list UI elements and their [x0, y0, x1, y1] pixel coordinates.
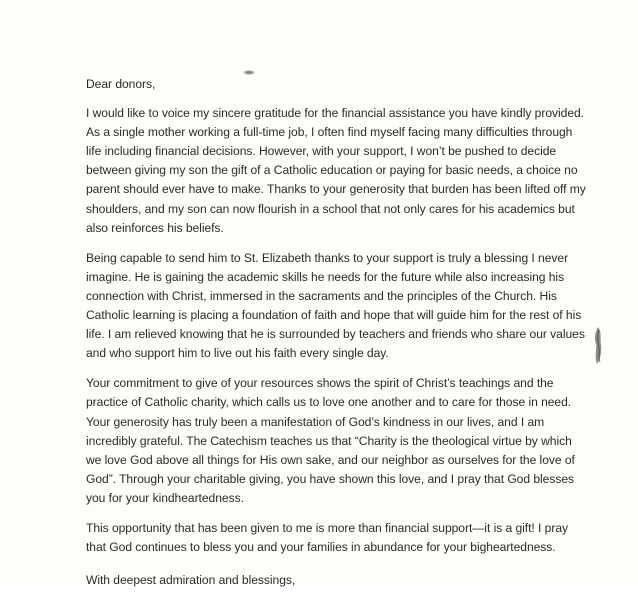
letter-paragraph-3: Your commitment to give of your resources shows the spirit of Christ’s teachings and the practice of Catholic charity, which calls us to love one another and to care for those in need. Your generosity has truly been a manifestation of God’s kindness in our lives, and I am incredibly grateful. The Catechism teaches us that “Charity is the theological virtue by which we love God above all things for His own sake, and our neighbor as ourselves for the love of God”. Through your charitable giving, you have shown this love, and I pray that God blesses you for your kindheartedness. [86, 376, 575, 505]
letter-paragraph-2: Being capable to send him to St. Elizabeth thanks to your support is truly a blessing I never imagine. He is gaining the academic skills he needs for the future while also increasing his connection with Christ, immersed in the sacraments and the principles of the Church. His Catholic learning is placing a foundation of faith and hope that will guide him for the rest of his life. I am relieved knowing that he is surrounded by teachers and friends who share our values and who support him to live out his faith every single day. [86, 250, 585, 361]
letter-body [86, 75, 586, 601]
letter-salutation: Dear donors, [86, 77, 156, 91]
letter-paragraph-1: I would like to voice my sincere gratitude for the financial assistance you have kindly provided. As a single mother working a full-time job, I often find myself facing many difficulties through life including financial decisions. However, with your support, I won’t be pushed to decide between giving my son the gift of a Catholic education or paying for basic needs, a choice no parent should ever have to make. Thanks to your generosity that burden has been lifted off my shoulders, and my son can now flourish in a school that not only cares for his academics but also reinforces his beliefs. [86, 106, 586, 235]
letter-paragraph-4: This opportunity that has been given to me is more than financial support—it is a gift! I pray that God continues to bless you and your families in abundance for your bigheartedness. [86, 520, 568, 555]
letter-closing: With deepest admiration and blessings, [86, 573, 296, 588]
scan-smudge [592, 326, 604, 366]
